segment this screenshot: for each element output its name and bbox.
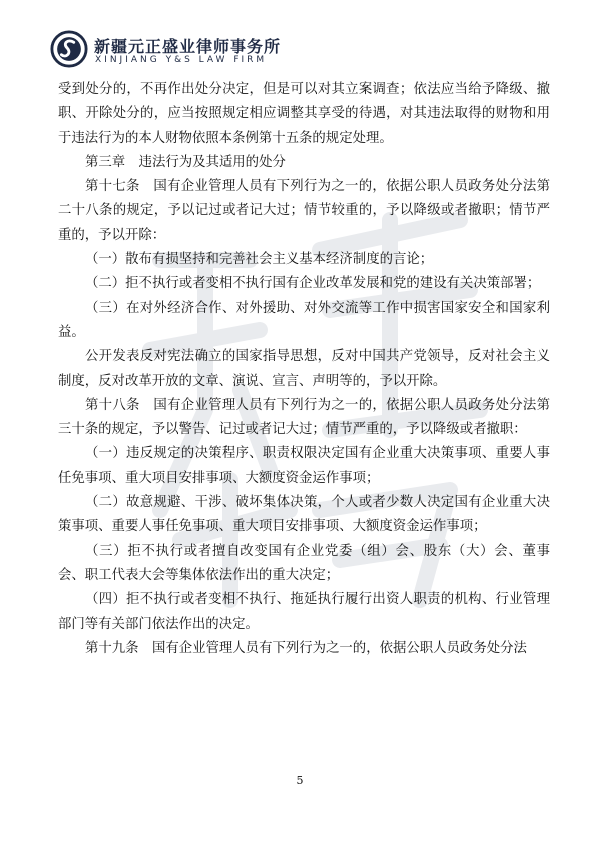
article-19: 第十九条 国有企业管理人员有下列行为之一的，依据公职人员政务处分法 (85, 640, 527, 656)
paragraph-continuation: 受到处分的，不再作出处分决定，但是可以对其立案调查；依法应当给予降级、撤职、开除处分的，应当按照规定相应调整其享受的待遇，对其违法取得的财物和用于违法行为的本人财物依照本条例第十五条的规定处理。 (58, 82, 550, 146)
chapter-heading: 第三章 违法行为及其适用的处分 (85, 154, 286, 170)
article-17-paragraph-2: 公开发表反对宪法确立的国家指导思想，反对中国共产党领导，反对社会主义制度，反对改革开放的文章、演说、宣言、声明等的，予以开除。 (58, 349, 550, 389)
article-17-item-2: （二）拒不执行或者变相不执行国有企业改革发展和党的建设有关决策部署； (85, 276, 541, 292)
article-17: 第十七条 国有企业管理人员有下列行为之一的，依据公职人员政务处分法第二十八条的规定，予以记过或者记大过；情节较重的，予以降级或者撤职；情节严重的，予以开除： (58, 179, 550, 243)
article-18-item-3: （三）拒不执行或者擅自改变国有企业党委（组）会、股东（大）会、董事会、职工代表大会等集体依法作出的重大决定； (58, 543, 550, 583)
article-17-item-3: （三）在对外经济合作、对外援助、对外交流等工作中损害国家安全和国家利益。 (58, 300, 550, 340)
article-18-item-1: （一）违反规定的决策程序、职责权限决定国有企业重大决策事项、重要人事任免事项、重大项目安排事项、大额度资金运作事项； (58, 446, 550, 486)
article-18-item-4: （四）拒不执行或者变相不执行、拖延执行履行出资人职责的机构、行业管理部门等有关部门依法作出的决定。 (58, 592, 550, 632)
page-number: 5 (296, 774, 304, 787)
firm-name-cn: 新疆元正盛业律师事务所 (94, 37, 282, 56)
page-header (50, 30, 550, 70)
document-body (58, 78, 550, 661)
firm-name-en: XINJIANG Y&S LAW FIRM (95, 55, 268, 65)
article-18-item-2: （二）故意规避、干涉、破坏集体决策，个人或者少数人决定国有企业重大决策事项、重要人事任免事项、重大项目安排事项、大额度资金运作事项； (58, 495, 550, 535)
article-18: 第十八条 国有企业管理人员有下列行为之一的，依据公职人员政务处分法第三十条的规定，予以警告、记过或者记大过；情节严重的，予以降级或者撤职： (58, 397, 550, 438)
article-17-item-1: （一）散布有损坚持和完善社会主义基本经济制度的言论； (85, 252, 434, 268)
firm-logo-icon (50, 30, 88, 68)
